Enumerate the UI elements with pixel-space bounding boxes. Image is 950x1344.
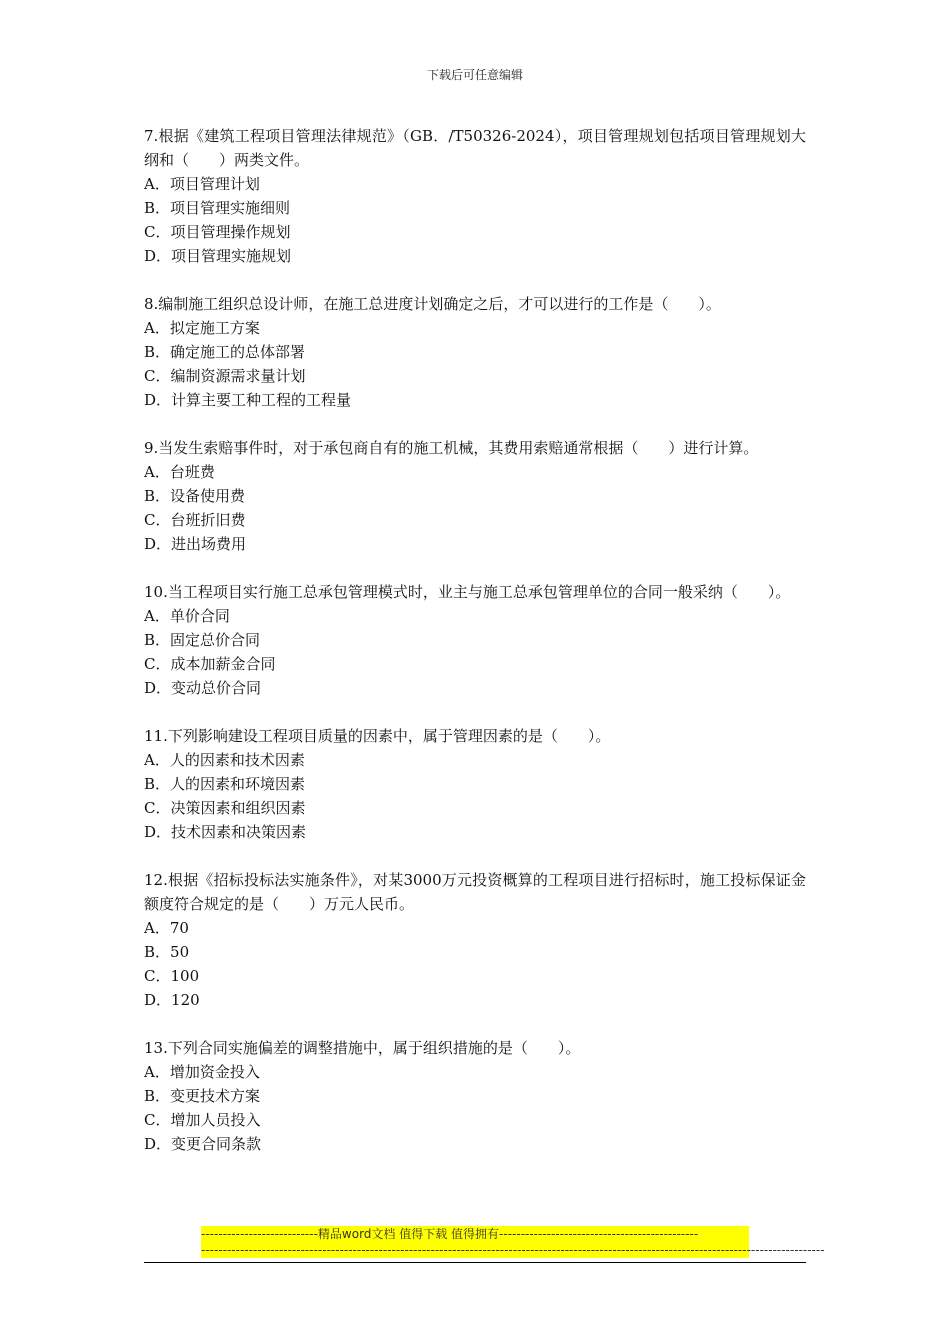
footer-highlight-banner: [201, 1226, 825, 1258]
option-b: B．项目管理实施细则: [144, 199, 291, 217]
option-b: B．变更技术方案: [144, 1087, 261, 1105]
footer-banner-text: ---------------------------精品word文档 值得下载 值得拥有----------------------------------------------: [201, 1227, 699, 1241]
option-a: A．台班费: [144, 463, 215, 481]
option-c: C．台班折旧费: [144, 511, 246, 529]
question-11: [144, 724, 806, 844]
option-a: A．单价合同: [144, 607, 230, 625]
option-d: D．计算主要工种工程的工程量: [144, 391, 352, 409]
option-a: A．增加资金投入: [144, 1063, 260, 1081]
option-a: A．人的因素和技术因素: [144, 751, 305, 769]
question-stem: 9.当发生索赔事件时，对于承包商自有的施工机械，其费用索赔通常根据（ ）进行计算。: [144, 439, 759, 457]
option-b: B．人的因素和环境因素: [144, 775, 306, 793]
question-stem: 8.编制施工组织总设计师，在施工总进度计划确定之后，才可以进行的工作是（ ）。: [144, 295, 721, 313]
option-b: B．设备使用费: [144, 487, 246, 505]
option-d: D．变动总价合同: [144, 679, 262, 697]
question-12: [144, 868, 806, 1012]
question-stem: 12.根据《招标投标法实施条件》，对某3000万元投资概算的工程项目进行招标时，施工投标保证金额度符合规定的是（ ）万元人民币。: [144, 871, 806, 913]
option-d: D．技术因素和决策因素: [144, 823, 307, 841]
option-d: D．进出场费用: [144, 535, 247, 553]
option-c: C．编制资源需求量计划: [144, 367, 306, 385]
option-a: A．70: [144, 919, 189, 937]
option-d: D．项目管理实施规划: [144, 247, 292, 265]
question-stem: 10.当工程项目实行施工总承包管理模式时，业主与施工总承包管理单位的合同一般采纳（ ）。: [144, 583, 791, 601]
question-8: [144, 292, 806, 412]
option-d: D．变更合同条款: [144, 1135, 262, 1153]
option-b: B．确定施工的总体部署: [144, 343, 306, 361]
option-a: A．项目管理计划: [144, 175, 260, 193]
option-b: B．固定总价合同: [144, 631, 261, 649]
option-c: C．增加人员投入: [144, 1111, 261, 1129]
option-c: C．成本加薪金合同: [144, 655, 276, 673]
question-9: [144, 436, 806, 556]
footer-divider: [144, 1262, 806, 1263]
option-c: C．决策因素和组织因素: [144, 799, 306, 817]
question-10: [144, 580, 806, 700]
option-d: D．120: [144, 991, 200, 1009]
option-c: C．项目管理操作规划: [144, 223, 291, 241]
question-list: [144, 124, 806, 1180]
page-header: 下载后可任意编辑: [426, 68, 523, 82]
question-13: [144, 1036, 806, 1156]
option-b: B．50: [144, 943, 190, 961]
question-stem: 13.下列合同实施偏差的调整措施中，属于组织措施的是（ ）。: [144, 1039, 581, 1057]
question-7: [144, 124, 806, 268]
footer-banner-dashes: ------------------------------------------------------------------------------------------------------------------------------------------------: [201, 1243, 825, 1257]
option-a: A．拟定施工方案: [144, 319, 260, 337]
question-stem: 11.下列影响建设工程项目质量的因素中，属于管理因素的是（ ）。: [144, 727, 611, 745]
option-c: C．100: [144, 967, 200, 985]
question-stem: 7.根据《建筑工程项目管理法律规范》（GB．/T50326-2024），项目管理规划包括项目管理规划大纲和（ ）两类文件。: [144, 127, 806, 169]
